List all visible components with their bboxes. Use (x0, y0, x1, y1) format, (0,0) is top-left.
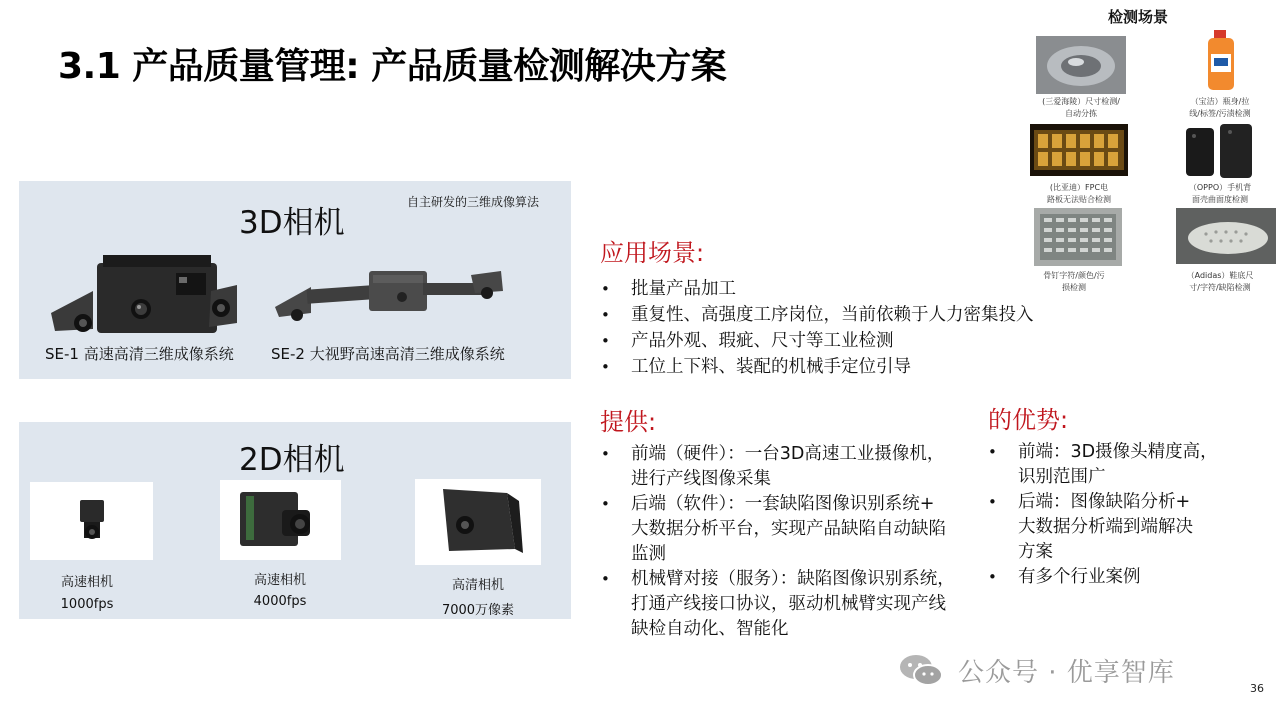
camera-2d-spec-1: 1000fps (60, 597, 114, 612)
camera-3d-heading: 3D相机 (239, 205, 345, 241)
scene-image-bone-nails (1034, 208, 1122, 266)
camera-2d-panel (19, 422, 571, 619)
scenarios-heading: 应用场景: (600, 239, 705, 267)
page-number: 36 (1250, 682, 1264, 695)
list-item: • 批量产品加工 (601, 276, 1081, 302)
scene-caption-line: 骨钉字符/颜色/污 (1043, 271, 1105, 280)
scene-caption-line: （Adidas）鞋底尺 (1186, 271, 1254, 280)
list-item: • 工位上下料、装配的机械手定位引导 (601, 354, 1081, 380)
list-item: • 有多个行业案例 (988, 565, 1248, 590)
scene-image-metal-part (1036, 36, 1126, 94)
camera-2d-name-2: 高速相机 (253, 573, 306, 588)
scene-caption-line: 路板无法贴合检测 (1047, 195, 1111, 204)
scene-caption-line: （OPPO）手机背 (1188, 183, 1252, 192)
scene-image-bottle (1200, 30, 1240, 92)
camera-2d-spec-2: 4000fps (253, 594, 307, 609)
advantages-list (988, 440, 1248, 590)
provide-heading: 提供: (600, 408, 657, 436)
camera-2d-image-3 (415, 479, 541, 565)
list-item: • 前端（硬件）：一台3D高速工业摄像机， 进行产线图像采集 (601, 442, 981, 492)
list-item: • 机械臂对接（服务）：缺陷图像识别系统， 打通产线接口协议，驱动机械臂实现产线 缺检自动化、智能化 (601, 567, 981, 642)
scene-image-fpc-board (1030, 124, 1128, 176)
camera-2d-name-3: 高清相机 (451, 578, 504, 593)
list-item: • 产品外观、瑕疵、尺寸等工业检测 (601, 328, 1081, 354)
scene-caption-line: 损检测 (1062, 283, 1086, 292)
scene-caption-line: 自动分拣 (1065, 109, 1097, 118)
camera-2d-spec-3: 7000万像素 (441, 603, 515, 618)
scene-image-shoe-sole (1176, 208, 1276, 264)
footer-brand: 公众号 · 优享智库 (958, 658, 1175, 688)
scene-caption-line: (比亚迪）FPC电 (1049, 183, 1109, 192)
scenes-heading: 检测场景 (1108, 8, 1169, 26)
se1-camera-image (41, 251, 241, 341)
scene-caption-line: 面壳曲面度检测 (1192, 195, 1248, 204)
list-item: • 前端：3D摄像头精度高， 识别范围广 (988, 440, 1248, 490)
camera-2d-heading: 2D相机 (239, 442, 345, 478)
scene-image-phone-back (1186, 124, 1254, 180)
list-item: • 重复性、高强度工序岗位，当前依赖于人力密集投入 (601, 302, 1081, 328)
scenarios-list (601, 276, 1081, 380)
camera-2d-image-1 (30, 482, 153, 560)
provide-list (601, 442, 981, 642)
se1-caption: SE-1 高速高清三维成像系统 (45, 345, 234, 363)
se2-camera-image (271, 261, 511, 331)
camera-2d-name-1: 高速相机 (60, 575, 113, 590)
scene-caption-line: 寸/字符/缺陷检测 (1189, 283, 1251, 292)
wechat-icon (898, 652, 944, 688)
list-item: • 后端（软件）：一套缺陷图像识别系统+ 大数据分析平台，实现产品缺陷自动缺陷 监测 (601, 492, 981, 567)
page-title: 3.1 产品质量管理: 产品质量检测解决方案 (58, 46, 727, 87)
scene-caption-line: （宝洁）瓶身/拉 (1190, 97, 1250, 106)
advantages-heading: 的优势: (988, 406, 1069, 434)
camera-3d-note: 自主研发的三维成像算法 (407, 195, 540, 209)
se2-caption: SE-2 大视野高速高清三维成像系统 (271, 345, 505, 363)
camera-2d-image-2 (220, 480, 341, 560)
camera-3d-panel (19, 181, 571, 379)
list-item: • 后端：图像缺陷分析+ 大数据分析端到端解决 方案 (988, 490, 1248, 565)
scene-caption-line: 线/标签/污渍检测 (1189, 109, 1251, 118)
scene-caption-line: (三爱海陵）尺寸检测/ (1042, 97, 1120, 106)
